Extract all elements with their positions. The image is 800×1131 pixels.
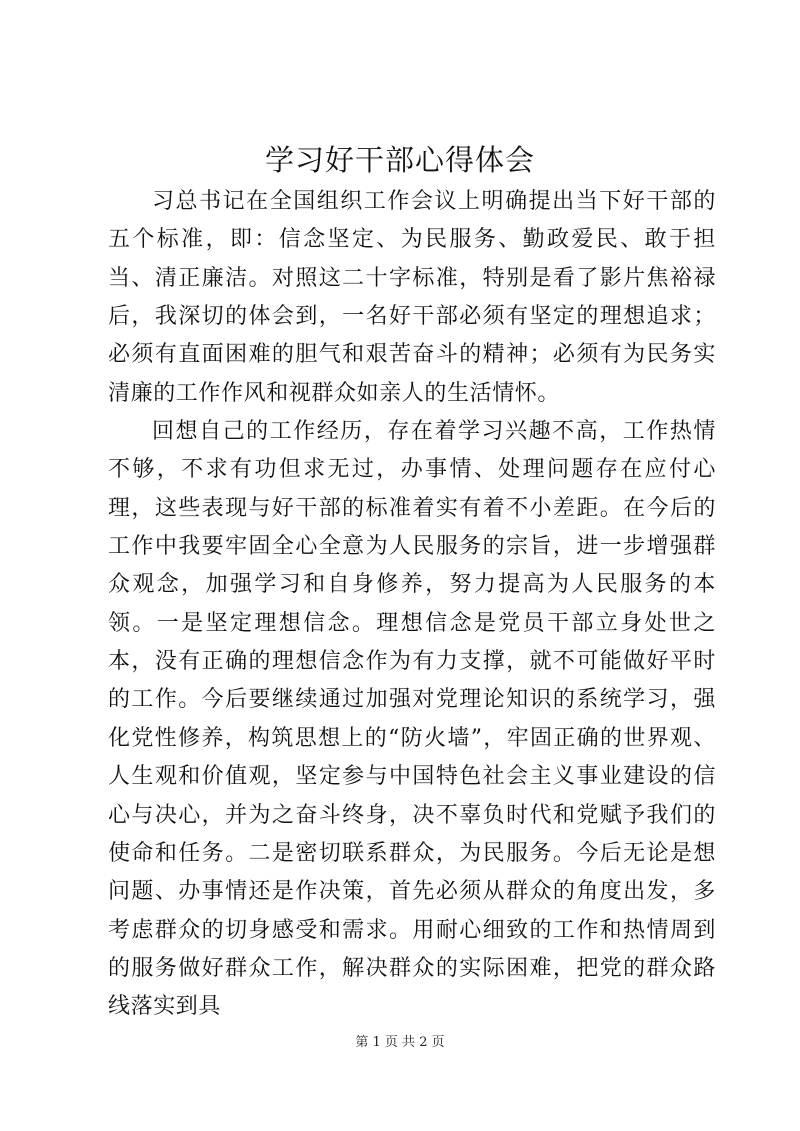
document-body <box>108 183 716 1027</box>
paragraph-1: 习总书记在全国组织工作会议上明确提出当下好干部的五个标准，即：信念坚定、为民服务、勤政爱民、敢于担当、清正廉洁。对照这二十字标准，特别是看了影片焦裕禄后，我深切的体会到，一名好干部必须有坚定的理想追求；必须有直面困难的胆气和艰苦奋斗的精神；必须有为民务实清廉的工作作风和视群众如亲人的生活情怀。 <box>108 189 716 406</box>
paragraph-2: 回想自己的工作经历，存在着学习兴趣不高，工作热情不够，不求有功但求无过，办事情、处理问题存在应付心理，这些表现与好干部的标准着实有着不小差距。在今后的工作中我要牢固全心全意为人民服务的宗旨，进一步增强群众观念，加强学习和自身修养，努力提高为人民服务的本领。一是坚定理想信念。理想信念是党员干部立身处世之本，没有正确的理想信念作为有力支撑，就不可能做好平时的工作。今后要继续通过加强对党理论知识的系统学习，强化党性修养，构筑思想上的“防火墙”，牢固正确的世界观、人生观和价值观，坚定参与中国特色社会主义事业建设的信心与决心，并为之奋斗终身，决不辜负时代和党赋予我们的使命和任务。二是密切联系群众，为民服务。今后无论是想问题、办事情还是作决策，首先必须从群众的角度出发，多考虑群众的切身感受和需求。用耐心细致的工作和热情周到的服务做好群众工作，解决群众的实际困难，把党的群众路线落实到具 <box>108 419 716 1020</box>
page-footer: 第 1 页 共 2 页 <box>355 1035 445 1050</box>
document-title: 学习好干部心得体会 <box>264 143 535 177</box>
